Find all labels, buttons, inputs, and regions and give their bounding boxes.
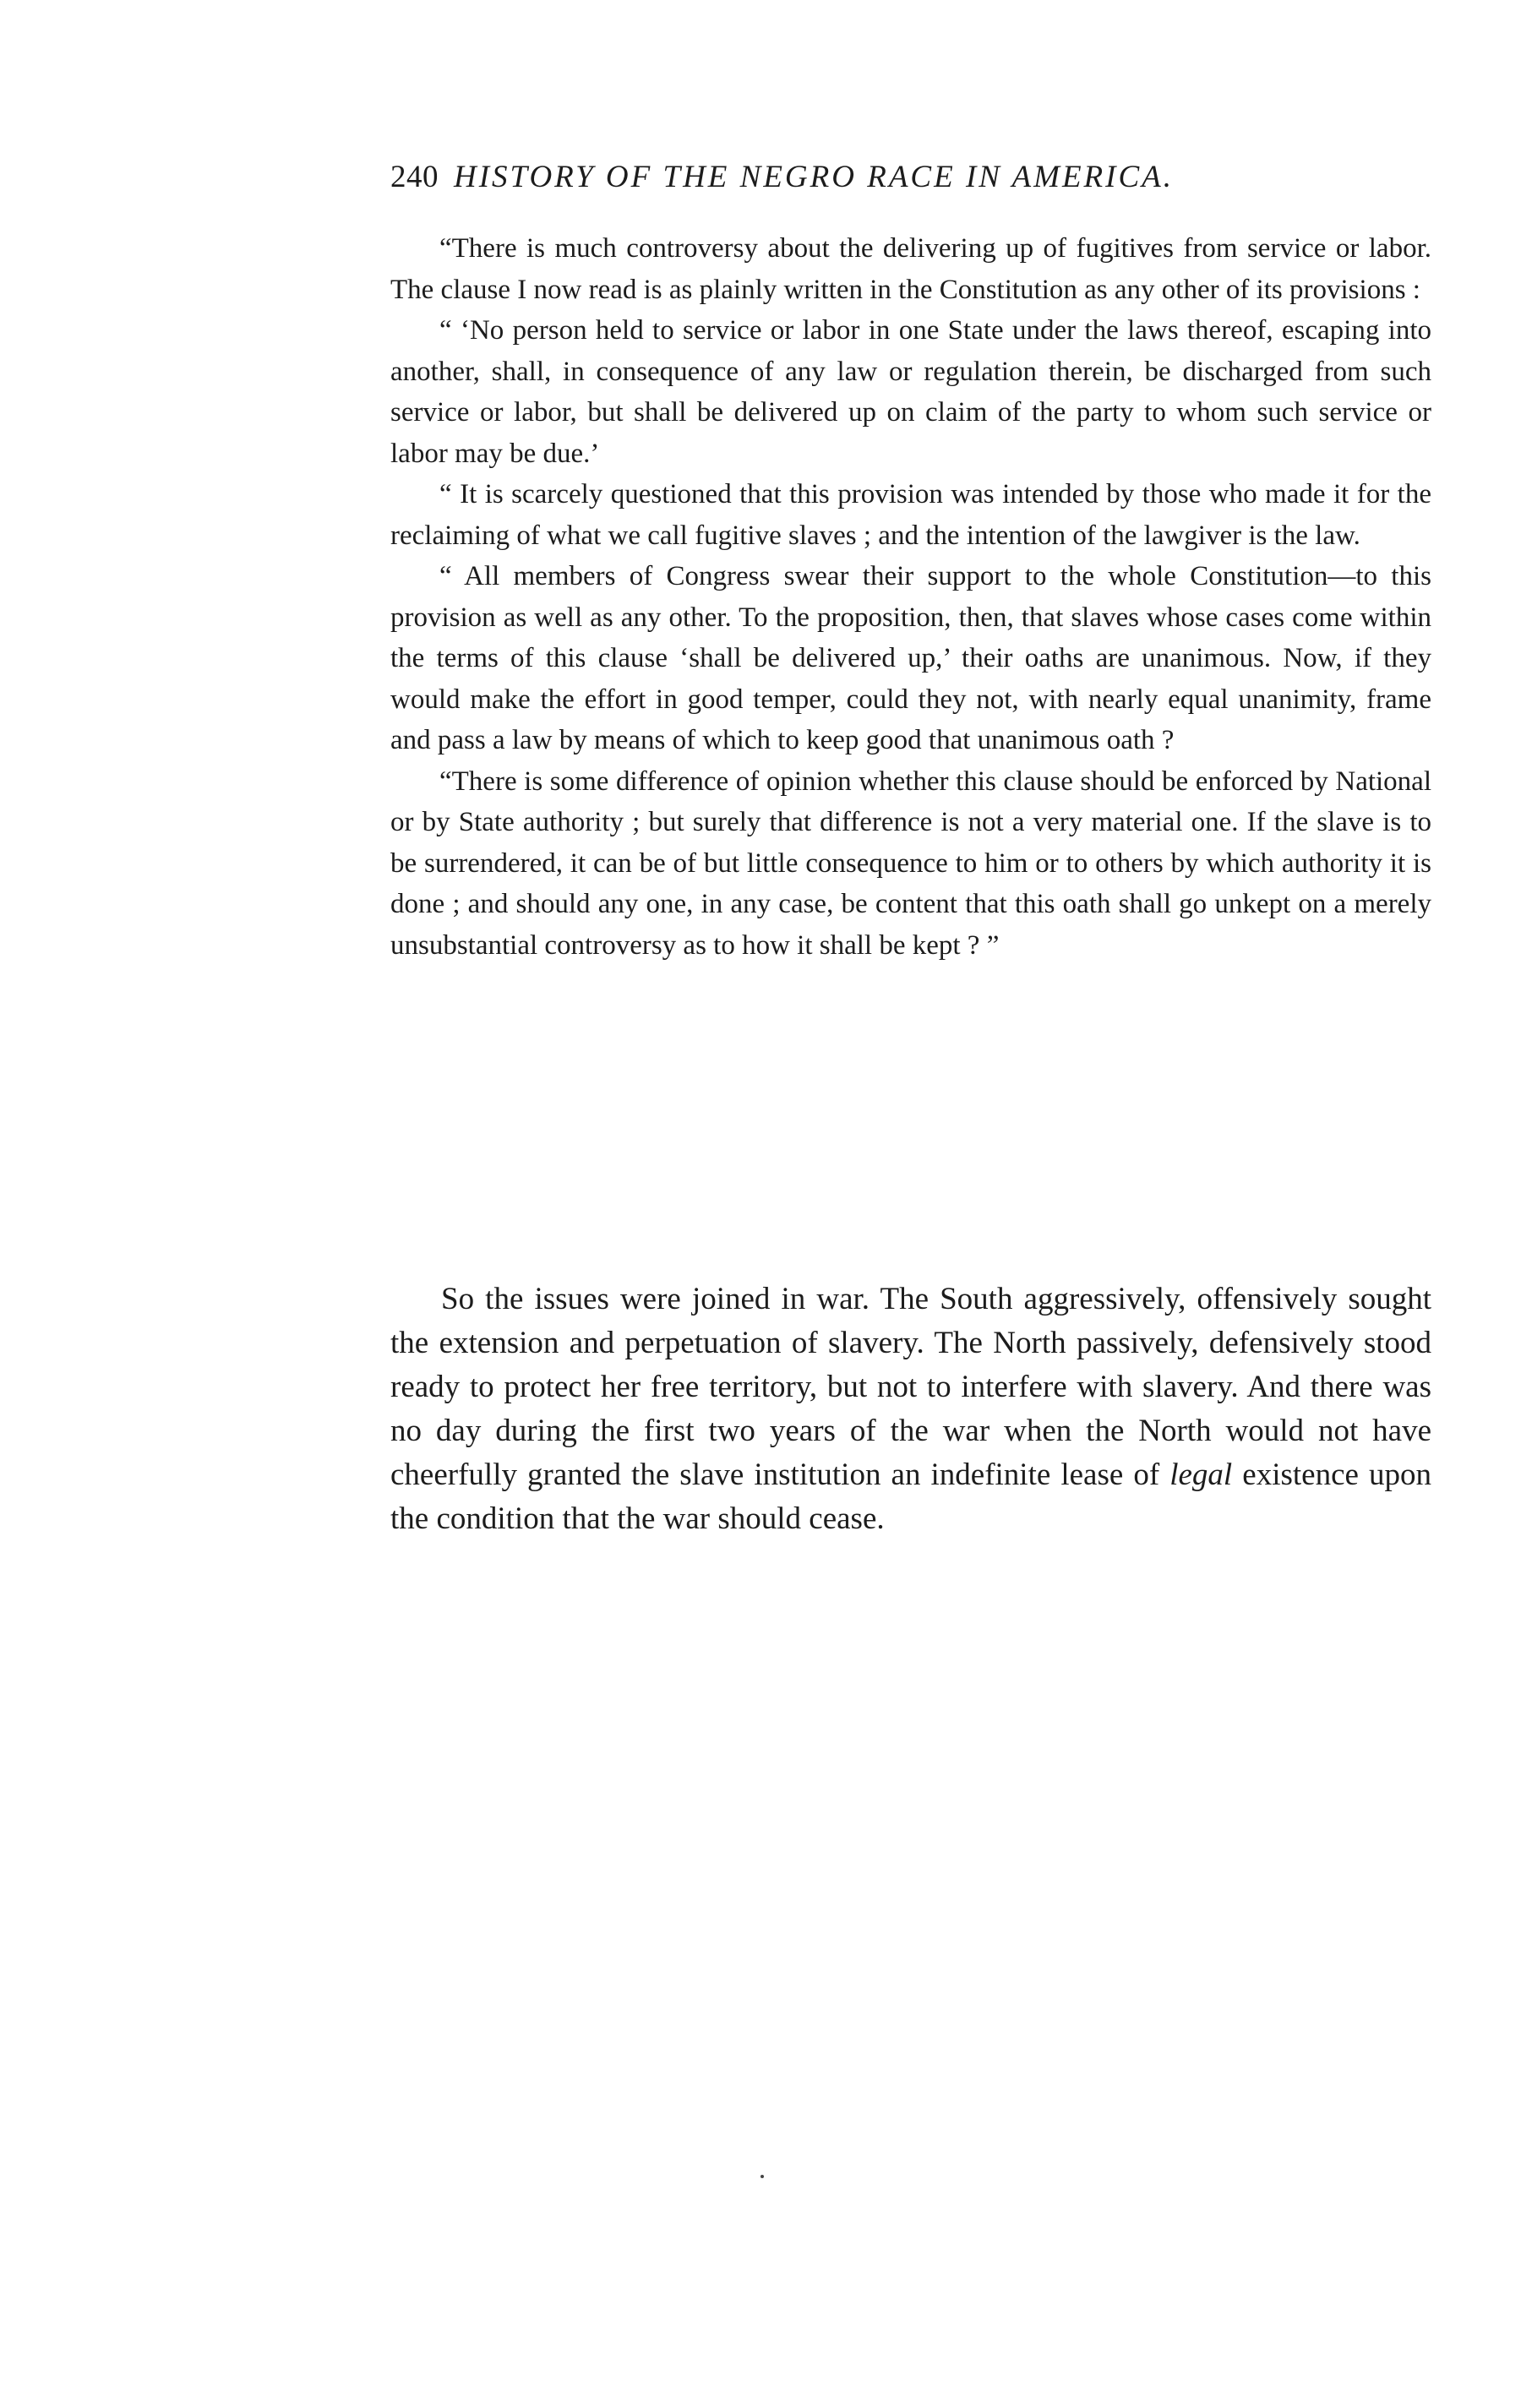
quote-paragraph: “ ‘No person held to service or labor in one State under the laws thereof, escaping into another, shall, in consequence of any law or regulation therein, be discharged from such service or labor, but shall be delivered up on claim of the party to whom such service or labor may be due.’ (390, 315, 1431, 469)
quote-paragraph: “ All members of Congress swear their support to the whole Constitution—to this provision as well as any other. To the proposition, then, that slaves whose cases come within the terms of this clause ‘shall be delivered up,’ their oaths are unanimous. Now, if they would make the effort in good temper, could they not, with nearly equal unanimity, frame and pass a law by means of which to keep good that unanimous oath ? (390, 561, 1431, 755)
italic-emphasis: legal (1169, 1457, 1233, 1492)
narrative-text-start: So the issues were joined in war. The South aggressively, offensively sought the extension and perpetuation of slavery. The North passively, defensively stood ready to protect her free territory, but not to interfere with slavery. And there was no day during the first two years of the war when the North would not have cheerfully granted the slave institution an indefinite lease of (390, 1282, 1431, 1492)
quote-paragraph: “ It is scarcely questioned that this provision was intended by those who made it for the reclaiming of what we call fugitive slaves ; and the intention of the lawgiver is the law. (390, 479, 1431, 551)
print-speck (760, 2175, 764, 2178)
book-title: HISTORY OF THE NEGRO RACE IN AMERICA. (454, 160, 1175, 194)
page-number: 240 (390, 160, 439, 194)
body-paragraph (390, 1278, 1431, 1541)
narrative-paragraph (390, 1278, 1431, 1541)
quoted-speech (390, 228, 1431, 966)
quote-paragraph: “There is some difference of opinion whether this clause should be enforced by National or by State authority ; but surely that difference is not a very material one. If the slave is to be surrendered, it can be of but little consequence to him or to others by which authority it is done ; and should any one, in any case, be content that this oath shall go unkept on a merely unsubstantial controversy as to how it shall be kept ? ” (390, 765, 1431, 961)
quote-paragraph: “There is much controversy about the delivering up of fugitives from service or labor. The clause I now read is as plainly written in the Constitution as any other of its provisions : (390, 233, 1431, 305)
running-head (390, 159, 1430, 196)
narrative-text-end: existence upon the condition that the war should cease. (390, 1457, 1431, 1536)
